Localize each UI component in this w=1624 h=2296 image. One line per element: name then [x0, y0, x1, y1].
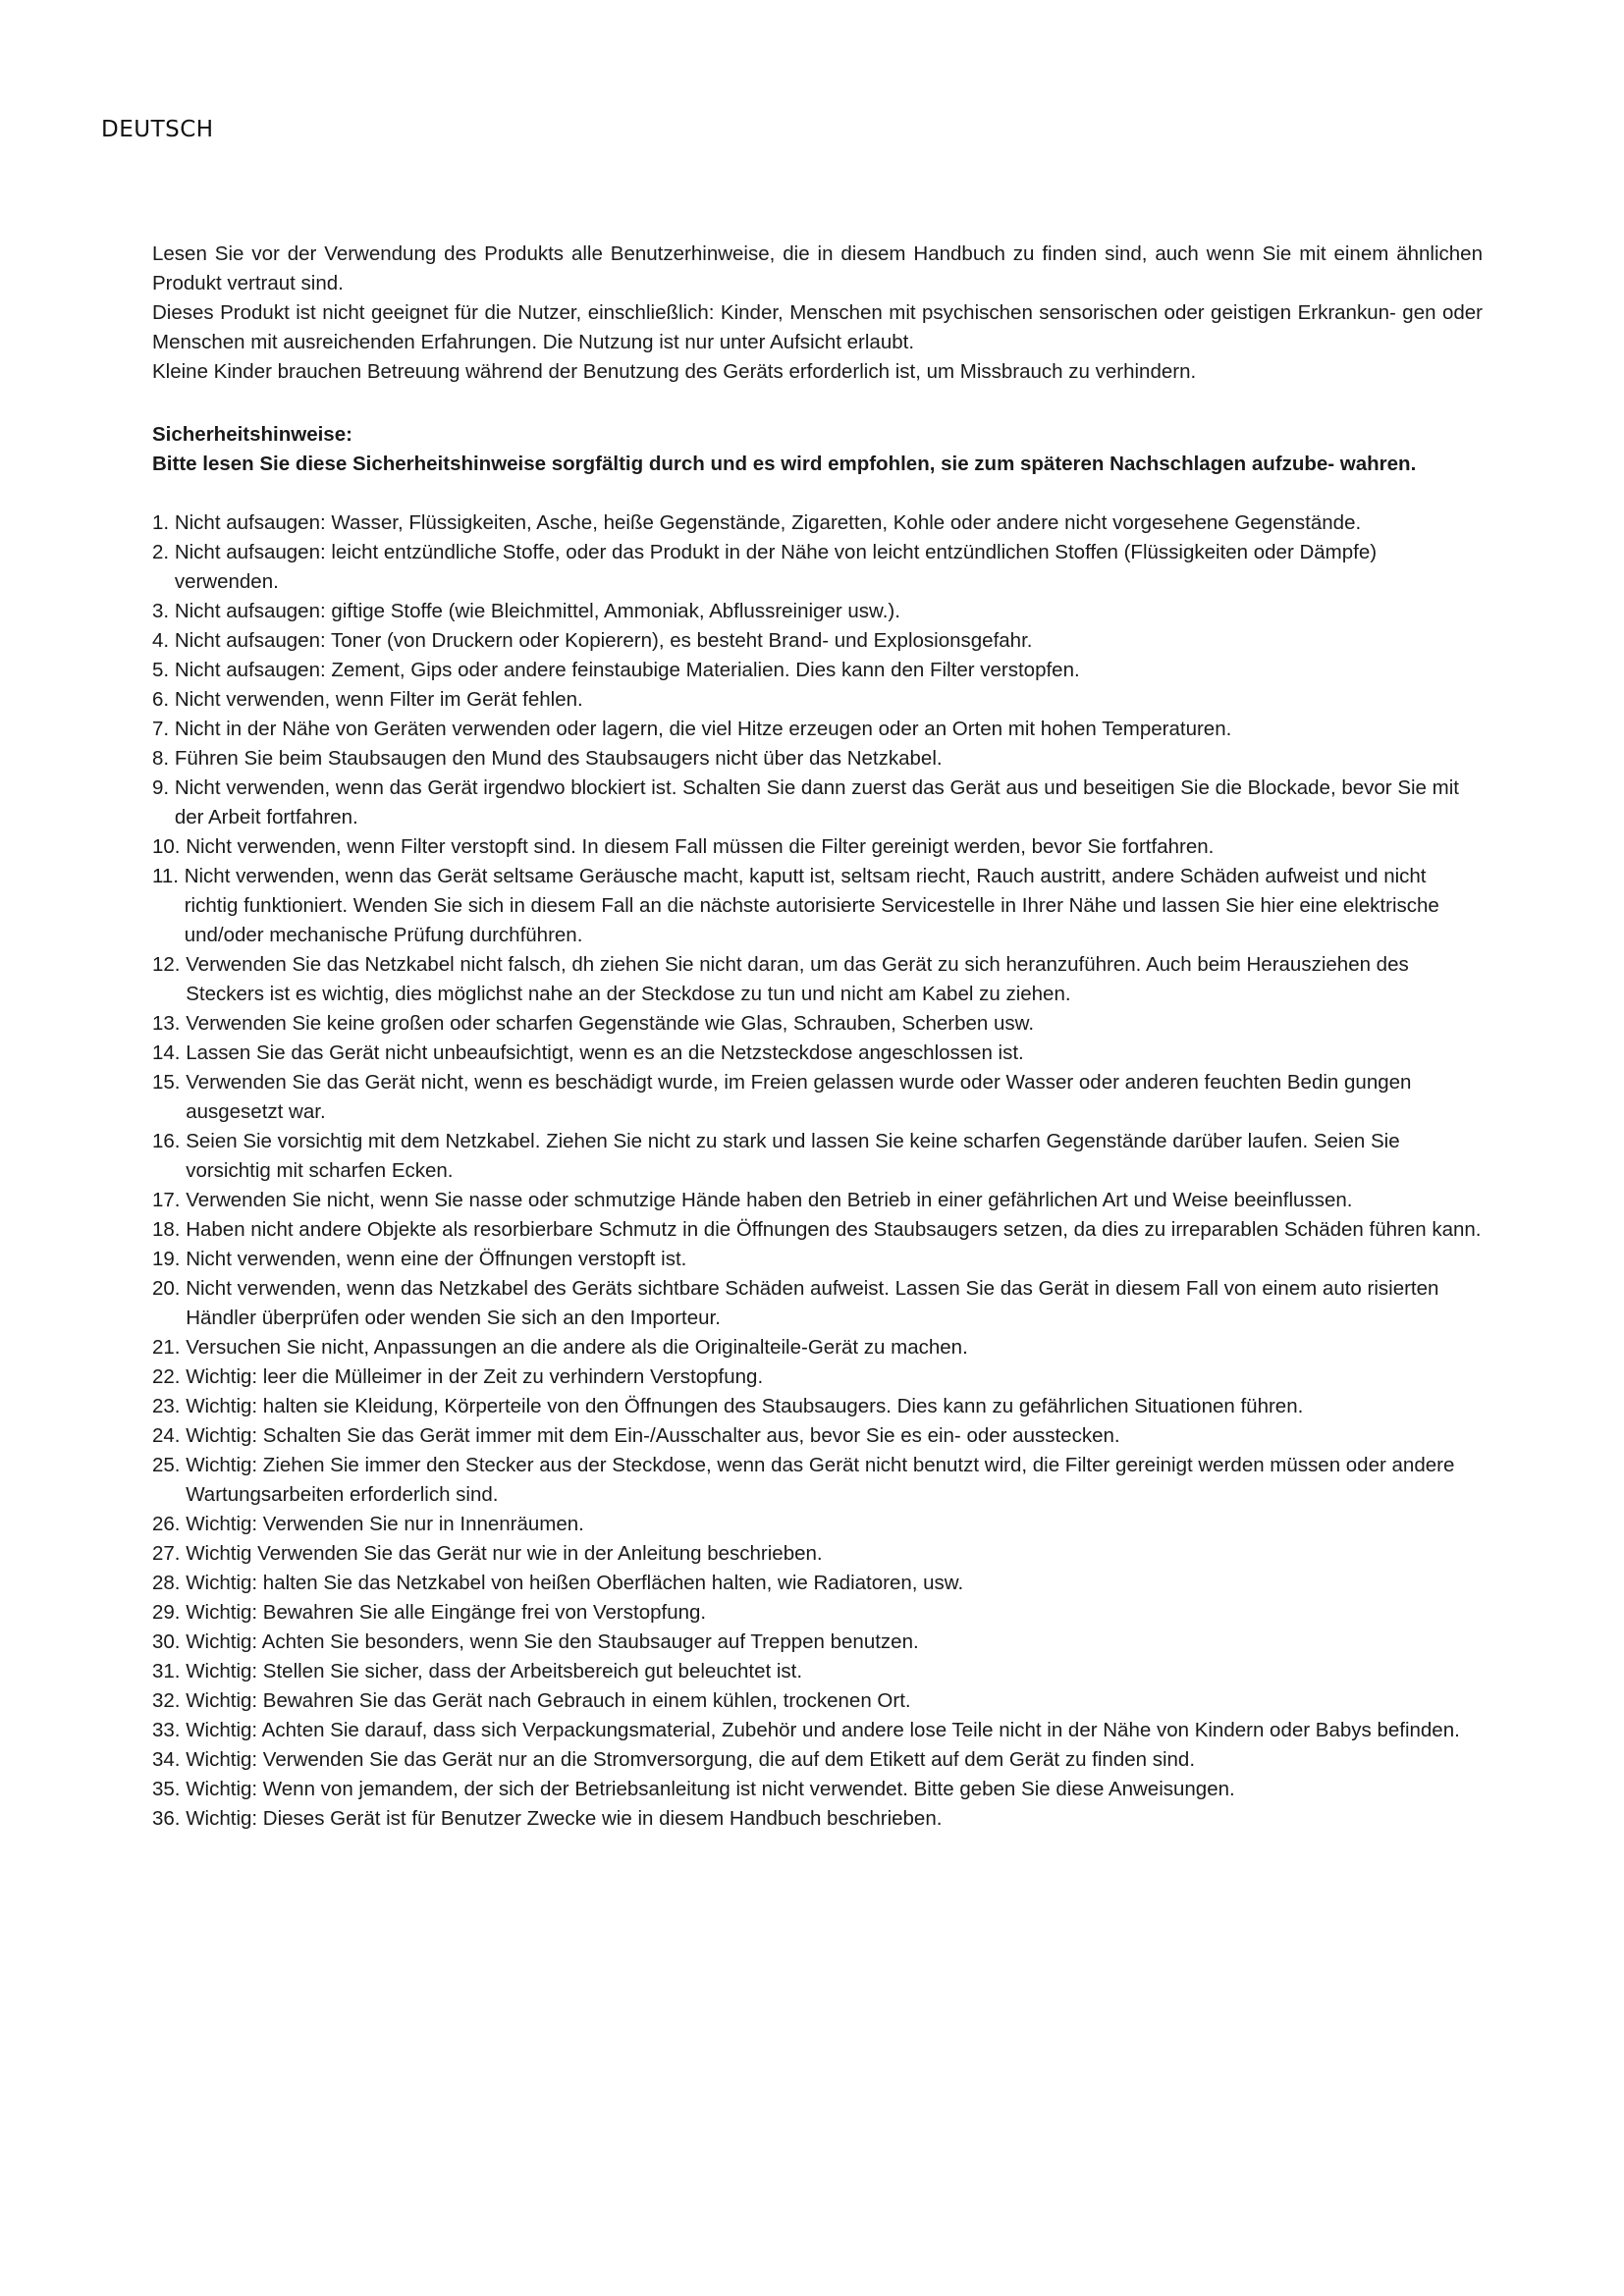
safety-item	[152, 1686, 1483, 1716]
safety-item-number: 1.	[152, 511, 170, 534]
safety-item-number: 35.	[152, 1778, 181, 1800]
safety-item	[152, 832, 1483, 862]
safety-item	[152, 950, 1483, 1009]
safety-item-text: Verwenden Sie das Netzkabel nicht falsch, dh ziehen Sie nicht daran, um das Gerät zu sich heranzuführen. Auch beim Herausziehen des Steckers ist es wichtig, dies möglichst nahe an der Steckdose zu tun und nicht am Kabel zu ziehen.	[186, 953, 1409, 1005]
safety-item-text: Nicht aufsaugen: Wasser, Flüssigkeiten, Asche, heiße Gegenstände, Zigaretten, Kohle oder andere nicht vorgesehene Gegenstände.	[174, 511, 1362, 534]
safety-item-text: Nicht in der Nähe von Geräten verwenden oder lagern, die viel Hitze erzeugen oder an Orten mit hohen Temperaturen.	[174, 718, 1232, 740]
safety-item-text: Wichtig Verwenden Sie das Gerät nur wie in der Anleitung beschrieben.	[186, 1542, 823, 1565]
safety-item-number: 2.	[152, 541, 170, 563]
safety-item	[152, 1127, 1483, 1186]
safety-item	[152, 1245, 1483, 1274]
safety-item-number: 17.	[152, 1189, 181, 1211]
safety-item-text: Nicht aufsaugen: Toner (von Druckern oder Kopierern), es besteht Brand- und Explosionsgefahr.	[174, 629, 1033, 652]
safety-item	[152, 1451, 1483, 1510]
safety-item-text: Wichtig: Verwenden Sie das Gerät nur an die Stromversorgung, die auf dem Etikett auf dem Gerät zu finden sind.	[186, 1748, 1196, 1771]
safety-item-number: 18.	[152, 1218, 181, 1241]
safety-item-text: Wichtig: Wenn von jemandem, der sich der Betriebsanleitung ist nicht verwendet. Bitte geben Sie diese Anweisungen.	[186, 1778, 1235, 1800]
safety-item	[152, 1333, 1483, 1362]
safety-item-number: 24.	[152, 1424, 181, 1447]
safety-item-text: Nicht aufsaugen: leicht entzündliche Stoffe, oder das Produkt in der Nähe von leicht entzündlichen Stoffen (Flüssigkeiten oder Dämpfe) verwenden.	[174, 541, 1378, 593]
safety-item	[152, 685, 1483, 715]
safety-item	[152, 1510, 1483, 1539]
safety-item	[152, 862, 1483, 950]
safety-item-text: Wichtig: Schalten Sie das Gerät immer mit dem Ein-/Ausschalter aus, bevor Sie es ein- oder ausstecken.	[186, 1424, 1120, 1447]
safety-item-number: 34.	[152, 1748, 181, 1771]
safety-item-text: Verwenden Sie nicht, wenn Sie nasse oder schmutzige Hände haben den Betrieb in einer gefährlichen Art und Weise beeinflussen.	[186, 1189, 1353, 1211]
safety-item	[152, 1421, 1483, 1451]
safety-item-text: Führen Sie beim Staubsaugen den Mund des Staubsaugers nicht über das Netzkabel.	[174, 747, 943, 770]
safety-item	[152, 626, 1483, 656]
safety-item	[152, 538, 1483, 597]
safety-item	[152, 1569, 1483, 1598]
safety-item	[152, 1716, 1483, 1745]
safety-item-number: 33.	[152, 1719, 181, 1741]
safety-item-text: Nicht verwenden, wenn Filter verstopft sind. In diesem Fall müssen die Filter gereinigt werden, bevor Sie fortfahren.	[186, 835, 1215, 858]
safety-item-number: 15.	[152, 1071, 181, 1094]
intro-paragraph: Lesen Sie vor der Verwendung des Produkts alle Benutzerhinweise, die in diesem Handbuch zu finden sind, auch wenn Sie mit einem ähnlichen Produkt vertraut sind.	[152, 242, 1483, 294]
safety-item-text: Nicht aufsaugen: giftige Stoffe (wie Bleichmittel, Ammoniak, Abflussreiniger usw.).	[174, 600, 900, 622]
safety-item-number: 19.	[152, 1248, 181, 1270]
safety-item	[152, 774, 1483, 832]
safety-item	[152, 1362, 1483, 1392]
safety-item-text: Wichtig: Achten Sie darauf, dass sich Verpackungsmaterial, Zubehör und andere lose Teile nicht in der Nähe von Kindern oder Babys befinden.	[186, 1719, 1460, 1741]
safety-item	[152, 656, 1483, 685]
safety-item-text: Wichtig: Stellen Sie sicher, dass der Arbeitsbereich gut beleuchtet ist.	[186, 1660, 803, 1682]
safety-item-number: 13.	[152, 1012, 181, 1035]
safety-item	[152, 1657, 1483, 1686]
safety-item-text: Wichtig: leer die Mülleimer in der Zeit zu verhindern Verstopfung.	[186, 1365, 764, 1388]
safety-item-number: 11.	[152, 865, 179, 887]
safety-item-number: 12.	[152, 953, 181, 976]
safety-item-number: 10.	[152, 835, 181, 858]
safety-item-number: 8.	[152, 747, 170, 770]
safety-item-text: Wichtig: Ziehen Sie immer den Stecker aus der Steckdose, wenn das Gerät nicht benutzt wird, die Filter gereinigt werden müssen oder andere Wartungsarbeiten erforderlich sind.	[186, 1454, 1455, 1506]
safety-item-text: Wichtig: halten Sie das Netzkabel von heißen Oberflächen halten, wie Radiatoren, usw.	[186, 1572, 964, 1594]
safety-item	[152, 1274, 1483, 1333]
safety-item-text: Nicht aufsaugen: Zement, Gips oder andere feinstaubige Materialien. Dies kann den Filter verstopfen.	[174, 659, 1080, 681]
safety-item-text: Wichtig: Bewahren Sie alle Eingänge frei von Verstopfung.	[186, 1601, 707, 1624]
safety-item-number: 21.	[152, 1336, 181, 1359]
safety-title: Sicherheitshinweise:	[152, 423, 352, 446]
safety-item	[152, 1598, 1483, 1628]
safety-item-number: 14.	[152, 1041, 181, 1064]
safety-item-text: Verwenden Sie das Gerät nicht, wenn es beschädigt wurde, im Freien gelassen wurde oder Wasser oder anderen feuchten Bedin gungen ausgesetzt war.	[186, 1071, 1412, 1123]
safety-list	[152, 508, 1483, 1834]
intro-paragraph: Dieses Produkt ist nicht geeignet für die Nutzer, einschließlich: Kinder, Menschen mit psychischen sensorischen oder geistigen Erkrankun- gen oder Menschen mit ausreichenden Erfahrungen. Die Nutzung ist nur unter Aufsicht erlaubt.	[152, 301, 1483, 353]
safety-item	[152, 1775, 1483, 1804]
safety-item	[152, 508, 1483, 538]
safety-item	[152, 1392, 1483, 1421]
safety-item-text: Nicht verwenden, wenn das Gerät irgendwo blockiert ist. Schalten Sie dann zuerst das Gerät aus und beseitigen Sie die Blockade, bevor Sie mit der Arbeit fortfahren.	[174, 776, 1459, 828]
safety-item	[152, 597, 1483, 626]
intro-paragraph: Kleine Kinder brauchen Betreuung während der Benutzung des Geräts erforderlich ist, um Missbrauch zu verhindern.	[152, 360, 1197, 383]
safety-item-number: 3.	[152, 600, 170, 622]
safety-item-number: 26.	[152, 1513, 181, 1535]
safety-item-number: 6.	[152, 688, 170, 711]
safety-item-text: Seien Sie vorsichtig mit dem Netzkabel. Ziehen Sie nicht zu stark und lassen Sie keine scharfen Gegenstände darüber laufen. Seien Sie vorsichtig mit scharfen Ecken.	[186, 1130, 1400, 1182]
safety-item-number: 30.	[152, 1630, 181, 1653]
safety-item-number: 36.	[152, 1807, 181, 1830]
safety-item-number: 9.	[152, 776, 170, 799]
safety-item-number: 20.	[152, 1277, 181, 1300]
safety-item	[152, 715, 1483, 744]
safety-item-text: Nicht verwenden, wenn das Netzkabel des Geräts sichtbare Schäden aufweist. Lassen Sie das Gerät in diesem Fall von einem auto risierten Händler überprüfen oder wenden Sie sich an den Importeur.	[186, 1277, 1439, 1329]
safety-item-text: Nicht verwenden, wenn das Gerät seltsame Geräusche macht, kaputt ist, seltsam riecht, Rauch austritt, andere Schäden aufweist und nicht richtig funktioniert. Wenden Sie sich in diesem Fall an die nächste autorisierte Servicestelle in Ihrer Nähe und lassen Sie hier eine elektrische und/oder mechanische Prüfung durchführen.	[184, 865, 1439, 946]
safety-item-text: Haben nicht andere Objekte als resorbierbare Schmutz in die Öffnungen des Staubsaugers setzen, da dies zu irreparablen Schäden führen kann.	[186, 1218, 1482, 1241]
safety-item-text: Wichtig: Dieses Gerät ist für Benutzer Zwecke wie in diesem Handbuch beschrieben.	[186, 1807, 943, 1830]
safety-item-number: 16.	[152, 1130, 181, 1152]
safety-item	[152, 744, 1483, 774]
safety-item-text: Wichtig: halten sie Kleidung, Körperteile von den Öffnungen des Staubsaugers. Dies kann zu gefährlichen Situationen führen.	[186, 1395, 1304, 1417]
safety-item-number: 22.	[152, 1365, 181, 1388]
safety-item-number: 29.	[152, 1601, 181, 1624]
safety-item-text: Lassen Sie das Gerät nicht unbeaufsichtigt, wenn es an die Netzsteckdose angeschlossen ist.	[186, 1041, 1024, 1064]
safety-item	[152, 1215, 1483, 1245]
safety-item-text: Wichtig: Bewahren Sie das Gerät nach Gebrauch in einem kühlen, trockenen Ort.	[186, 1689, 911, 1712]
safety-subtitle: Bitte lesen Sie diese Sicherheitshinweise sorgfältig durch und es wird empfohlen, sie zum späteren Nachschlagen aufzube- wahren.	[152, 453, 1417, 475]
safety-item-number: 31.	[152, 1660, 181, 1682]
safety-item-number: 5.	[152, 659, 170, 681]
safety-item	[152, 1009, 1483, 1039]
safety-item-number: 23.	[152, 1395, 181, 1417]
safety-item	[152, 1628, 1483, 1657]
safety-item-number: 25.	[152, 1454, 181, 1476]
safety-item-number: 32.	[152, 1689, 181, 1712]
safety-item	[152, 1745, 1483, 1775]
safety-item	[152, 1068, 1483, 1127]
safety-item	[152, 1804, 1483, 1834]
manual-content	[152, 240, 1483, 1834]
safety-item-text: Nicht verwenden, wenn eine der Öffnungen verstopft ist.	[186, 1248, 687, 1270]
safety-item	[152, 1539, 1483, 1569]
safety-item-number: 4.	[152, 629, 170, 652]
safety-item-text: Verwenden Sie keine großen oder scharfen Gegenstände wie Glas, Schrauben, Scherben usw.	[186, 1012, 1035, 1035]
safety-item-text: Nicht verwenden, wenn Filter im Gerät fehlen.	[174, 688, 583, 711]
safety-item-text: Wichtig: Achten Sie besonders, wenn Sie den Staubsauger auf Treppen benutzen.	[186, 1630, 919, 1653]
safety-item-number: 7.	[152, 718, 170, 740]
safety-item	[152, 1186, 1483, 1215]
safety-item	[152, 1039, 1483, 1068]
safety-item-number: 28.	[152, 1572, 181, 1594]
intro-section	[152, 240, 1483, 387]
safety-item-text: Wichtig: Verwenden Sie nur in Innenräumen.	[186, 1513, 584, 1535]
language-header: DEUTSCH	[101, 117, 214, 142]
safety-item-text: Versuchen Sie nicht, Anpassungen an die andere als die Originalteile-Gerät zu machen.	[186, 1336, 968, 1359]
safety-item-number: 27.	[152, 1542, 181, 1565]
